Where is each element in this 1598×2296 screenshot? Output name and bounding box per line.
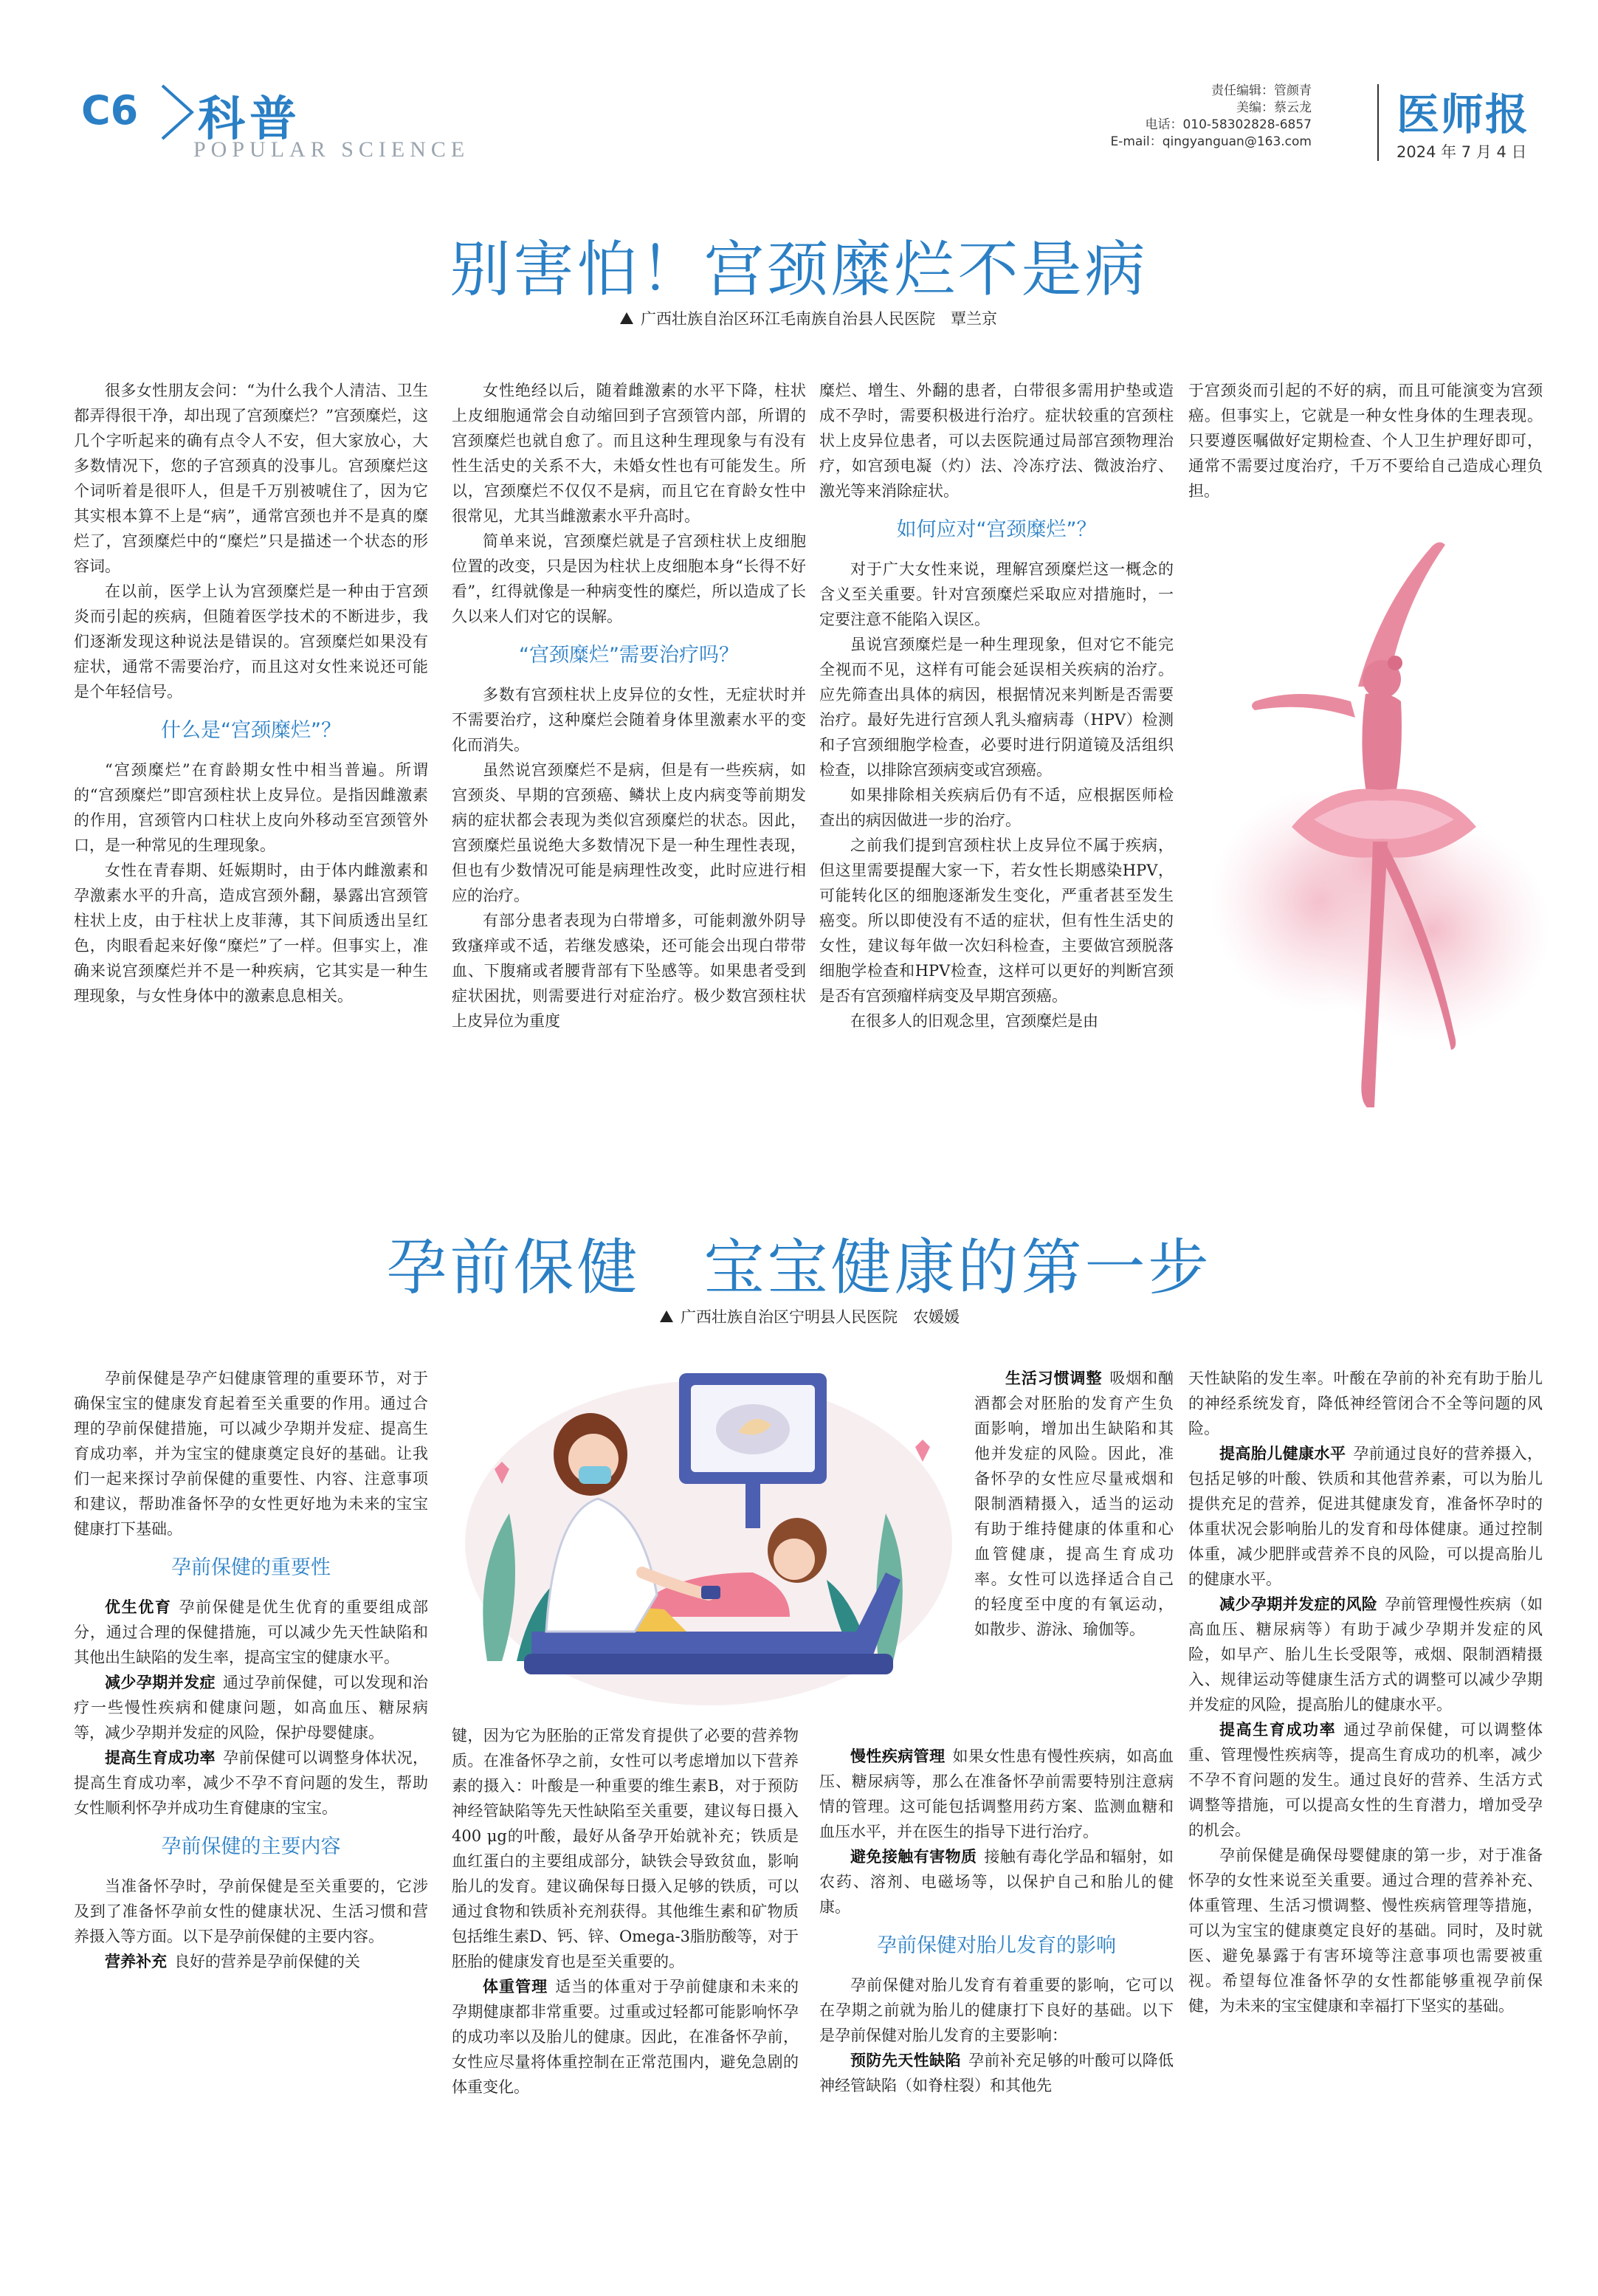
article2-col2 [452, 1723, 799, 2100]
subheading: 孕前保健对胎儿发育的影响 [877, 1934, 1116, 1957]
paragraph: 糜烂、增生、外翻的患者，白带很多需用护垫或造成不孕时，需要积极进行治疗。症状较重的宫颈柱状上皮异位患者，可以去医院通过局部宫颈物理治疗，如宫颈电凝（灼）法、冷冻疗法、微波治疗、激光等来消除症状。 [819, 382, 1174, 500]
article1-col1 [74, 378, 428, 1008]
paragraph: 女性绝经以后，随着雌激素的水平下降，柱状上皮细胞通常会自动缩回到子宫颈管内部，所谓的宫颈糜烂也就自愈了。而且这种生理现象与有没有性生活史的关系不大，未婚女性也有可能发生。所以，宫颈糜烂不仅仅不是病，而且它在育龄女性中很常见，尤其当雌激素水平升高时。 [452, 382, 806, 525]
paragraph: 孕前保健是孕产妇健康管理的重要环节，对于确保宝宝的健康发育起着至关重要的作用。通过合理的孕前保健措施，可以减少孕期并发症、提高生育成功率，并为宝宝的健康奠定良好的基础。让我们一起来探讨孕前保健的重要性、内容、注意事项和建议，帮助准备怀孕的女性更好地为未来的宝宝健康打下基础。 [74, 1369, 428, 1538]
paragraph-text: 孕前通过良好的营养摄入，包括足够的叶酸、铁质和其他营养素，可以为胎儿提供充足的营养，促进其健康发育，准备怀孕时的体重状况会影响胎儿的发育和母体健康。通过控制体重，减少肥胖或营养不良的风险，可以提高胎儿的健康水平。 [1188, 1445, 1543, 1588]
paragraph: 天性缺陷的发生率。叶酸在孕前的补充有助于胎儿的神经系统发育，降低神经管闭合不全等问题的风险。 [1188, 1369, 1543, 1437]
paragraph-text: 如果女性患有慢性疾病，如高血压、糖尿病等，那么在准备怀孕前需要特别注意病情的管理。这可能包括调整用药方案、监测血糖和血压水平，并在医生的指导下进行治疗。 [819, 1747, 1174, 1840]
paragraph-text: 吸烟和酗酒都会对胚胎的发育产生负面影响，增加出生缺陷和其他并发症的风险。因此，准备怀孕的女性应尽量戒烟和限制酒精摄入，适当的运动有助于维持健康的体重和心血管健康，提高生育成功率。女性可以选择适合自己的轻度至中度的有氧运动，如散步、游泳、瑜伽等。 [974, 1369, 1174, 1638]
paragraph-text: 适当的体重对于孕前健康和未来的孕期健康都非常重要。过重或过轻都可能影响怀孕的成功率以及胎儿的健康。因此，在准备怀孕前，女性应尽量将体重控制在正常范围内，避免急剧的体重变化。 [452, 1978, 799, 2096]
article2-col3a [974, 1366, 1174, 1642]
paragraph-text: 良好的营养是孕前保健的关 [174, 1953, 360, 1970]
triangle-icon [620, 312, 633, 324]
paragraph-text: 孕前补充足够的叶酸可以降低神经管缺陷（如脊柱裂）和其他先 [819, 2052, 1174, 2094]
paragraph-text: 通过孕前保健，可以调整体重、管理慢性疾病等，提高生育成功的机率，减少不孕不育问题的发生。通过良好的营养、生活方式调整等措施，可以提高女性的生育潜力，增加受孕的机会。 [1188, 1721, 1543, 1839]
prenatal-ultrasound-illustration [443, 1351, 967, 1720]
editor-line: 责任编辑：管颜青 [1211, 83, 1312, 98]
article1-col2 [452, 378, 806, 1034]
article2-col3b [819, 1744, 1174, 2098]
article1-col4 [1188, 378, 1543, 503]
subheading: 孕前保健的重要性 [171, 1556, 331, 1579]
paragraph: 如果排除相关疾病后仍有不适，应根据医师检查出的病因做进一步的治疗。 [819, 786, 1174, 829]
paragraph: 当准备怀孕时，孕前保健是至关重要的，它涉及到了准备怀孕前女性的健康状况、生活习惯和营养摄入等方面。以下是孕前保健的主要内容。 [74, 1877, 428, 1945]
paragraph [1188, 1717, 1543, 1843]
section-subtitle: POPULAR SCIENCE [193, 137, 470, 162]
paragraph: 在以前，医学上认为宫颈糜烂是一种由于宫颈炎而引起的疾病，但随着医学技术的不断进步，我们逐渐发现这种说法是错误的。宫颈糜烂如果没有症状，通常不需要治疗，而且这对女性来说还可能是个年轻信号。 [74, 582, 428, 701]
paragraph: 简单来说，宫颈糜烂就是子宫颈柱状上皮细胞位置的改变，只是因为柱状上皮细胞本身“长得不好看”，红得就像是一种病变性的糜烂，所以造成了长久以来人们对它的误解。 [452, 532, 806, 625]
paragraph-text: 孕前保健是优生优育的重要组成部分，通过合理的保健措施，可以减少先天性缺陷和其他出生缺陷的发生率，提高宝宝的健康水平。 [74, 1598, 429, 1666]
masthead-divider [1377, 84, 1379, 161]
paragraph-lead: 体重管理 [483, 1978, 548, 1996]
paragraph-lead: 生活习惯调整 [1005, 1369, 1103, 1387]
paragraph-text: 孕前保健可以调整身体状况，提高生育成功率，减少不孕不育问题的发生，帮助女性顺利怀孕并成功生育健康的宝宝。 [74, 1749, 429, 1817]
article2-title: 孕前保健 宝宝健康的第一步 [386, 1233, 1212, 1303]
paragraph: 之前我们提到宫颈柱状上皮异位不属于疾病，但这里需要提醒大家一下，若女性长期感染HPV，可能转化区的细胞逐渐发生变化，严重者甚至发生癌变。所以即使没有不适的症状，但有性生活史的女性，建议每年做一次妇科检查，主要做宫颈脱落细胞学检查和HPV检查，这样可以更好的判断宫颈是否有宫颈瘤样病变及早期宫颈癌。 [819, 836, 1174, 1005]
paragraph: 女性在青春期、妊娠期时，由于体内雌激素和孕激素水平的升高，造成宫颈外翻，暴露出宫颈管柱状上皮，由于柱状上皮菲薄，其下间质透出呈红色，肉眼看起来好像“糜烂”了一样。但事实上，准确来说宫颈糜烂并不是一种疾病，它其实是一种生理现象，与女性身体中的激素息息相关。 [74, 862, 428, 1005]
paragraph-lead: 提高生育成功率 [1219, 1721, 1337, 1739]
paragraph: 键，因为它为胚胎的正常发育提供了必要的营养物质。在准备怀孕之前，女性可以考虑增加以下营养素的摄入：叶酸是一种重要的维生素B，对于预防神经管缺陷等先天性缺陷至关重要，建议每日摄入400 μg的叶酸，最好从备孕开始就补充；铁质是血红蛋白的主要组成部分，缺铁会导致贫血，影响胎儿的发育。建议确保每日摄入足够的铁质，可以通过食物和铁质补充剂获得。其他维生素和矿物质包括维生素D、钙、锌、Omega-3脂肪酸等，对于胚胎的健康发育也是至关重要的。 [452, 1727, 799, 1970]
designer-line: 美编：蔡云龙 [1236, 100, 1312, 115]
paragraph-lead: 减少孕期并发症 [105, 1674, 216, 1691]
paragraph: 多数有宫颈柱状上皮异位的女性，无症状时并不需要治疗，这种糜烂会随着身体里激素水平的变化而消失。 [452, 686, 806, 754]
email-line: E-mail：qingyanguan@163.com [1110, 134, 1312, 149]
paragraph: 很多女性朋友会问：“为什么我个人清洁、卫生都弄得很干净，却出现了宫颈糜烂？”宫颈糜烂，这几个字听起来的确有点令人不安，但大家放心，大多数情况下，您的子宫颈真的没事儿。宫颈糜烂这个词听着是很吓人，但是千万别被唬住了，因为它其实根本算不上是“病”，通常宫颈也并不是真的糜烂了，宫颈糜烂中的“糜烂”只是描述一个状态的形容词。 [74, 382, 428, 575]
paragraph-lead: 预防先天性缺陷 [850, 2052, 961, 2069]
paragraph: 在很多人的旧观念里，宫颈糜烂是由 [850, 1012, 1098, 1030]
page-number: C6 [81, 87, 139, 134]
paragraph-lead: 提高生育成功率 [105, 1749, 216, 1767]
masthead-credits [1046, 83, 1312, 151]
paragraph-text: 通过孕前保健，可以发现和治疗一些慢性疾病和健康问题，如高血压、糖尿病等，减少孕期并发症的风险，保护母婴健康。 [74, 1674, 429, 1742]
paragraph: 对于广大女性来说，理解宫颈糜烂这一概念的含义至关重要。针对宫颈糜烂采取应对措施时，一定要注意不能陷入误区。 [819, 560, 1174, 628]
paragraph [974, 1366, 1174, 1642]
article2-col1 [74, 1366, 428, 1974]
chevron-right-icon [156, 83, 201, 142]
paragraph: 虽然说宫颈糜烂不是病，但是有一些疾病，如宫颈炎、早期的宫颈癌、鳞状上皮内病变等前期发病的症状都会表现为类似宫颈糜烂的状态。因此，宫颈糜烂虽说绝大多数情况下是一种生理性表现，但也有少数情况可能是病理性改变，此时应进行相应的治疗。 [452, 761, 806, 904]
article2-col4 [1188, 1366, 1543, 2018]
paragraph-lead: 减少孕期并发症的风险 [1219, 1595, 1378, 1613]
paragraph [1188, 1592, 1543, 1717]
paragraph: 孕前保健是确保母婴健康的第一步，对于准备怀孕的女性来说至关重要。通过合理的营养补充、体重管理、生活习惯调整、慢性疾病管理等措施，可以为宝宝的健康奠定良好的基础。同时，及时就医、避免暴露于有害环境等注意事项也需要被重视。希望每位准备怀孕的女性都能够重视孕前保健，为未来的宝宝健康和幸福打下坚实的基础。 [1188, 1846, 1543, 2015]
ballerina-illustration [1210, 517, 1557, 1152]
paragraph-lead: 营养补充 [105, 1953, 167, 1970]
paragraph: “宫颈糜烂”在育龄期女性中相当普遍。所谓的“宫颈糜烂”即宫颈柱状上皮异位。是指因雌激素的作用，宫颈管内口柱状上皮向外移动至宫颈管外口，是一种常见的生理现象。 [74, 761, 428, 854]
paragraph [819, 2048, 1174, 2098]
paper-date: 2024 年 7 月 4 日 [1396, 143, 1527, 161]
subheading: 孕前保健的主要内容 [161, 1835, 341, 1858]
section-title: 科普 [198, 92, 301, 147]
article1-col3 [819, 378, 1174, 1034]
article1-byline: 广西壮族自治区环江毛南族自治县人民医院 覃兰京 [620, 307, 997, 329]
paragraph [74, 1595, 428, 1670]
paragraph [452, 1974, 799, 2100]
subheading: 如何应对“宫颈糜烂”？ [896, 518, 1097, 541]
article1-title: 别害怕！宫颈糜烂不是病 [450, 235, 1148, 305]
paragraph [74, 1745, 428, 1821]
paragraph: 虽说宫颈糜烂是一种生理现象，但对它不能完全视而不见，这样有可能会延误相关疾病的治疗。应先筛查出具体的病因，根据情况来判断是否需要治疗。最好先进行宫颈人乳头瘤病毒（HPV）检测和子宫颈细胞学检查，必要时进行阴道镜及活组织检查，以排除宫颈病变或宫颈癌。 [819, 636, 1174, 779]
paragraph [74, 1670, 428, 1745]
paragraph-lead: 优生优育 [105, 1598, 172, 1616]
paragraph-lead: 慢性疾病管理 [850, 1747, 946, 1765]
paragraph-lead: 避免接触有害物质 [850, 1848, 977, 1866]
paragraph: 于宫颈炎而引起的不好的病，而且可能演变为宫颈癌。但事实上，它就是一种女性身体的生理表现。只要遵医嘱做好定期检查、个人卫生护理好即可，通常不需要过度治疗，千万不要给自己造成心理负担。 [1188, 382, 1543, 500]
paragraph-text: 孕前管理慢性疾病（如高血压、糖尿病等）有助于减少孕期并发症的风险，如早产、胎儿生长受限等，戒烟、限制酒精摄入、规律运动等健康生活方式的调整可以减少孕期并发症的风险，提高胎儿的健康水平。 [1188, 1595, 1543, 1714]
subheading: “宫颈糜烂”需要治疗吗？ [519, 644, 739, 667]
paragraph [819, 1844, 1174, 1919]
triangle-icon [660, 1310, 673, 1322]
paragraph-lead: 提高胎儿健康水平 [1219, 1445, 1346, 1463]
paragraph [1188, 1441, 1543, 1592]
article2-byline: 广西壮族自治区宁明县人民医院 农媛媛 [660, 1305, 960, 1327]
paragraph: 孕前保健对胎儿发育有着重要的影响，它可以在孕期之前就为胎儿的健康打下良好的基础。以下是孕前保健对胎儿发育的主要影响： [819, 1976, 1174, 2044]
paragraph-text: 接触有毒化学品和辐射，如农药、溶剂、电磁场等，以保护自己和胎儿的健康。 [819, 1848, 1174, 1916]
phone-line: 电话：010-58302828-6857 [1145, 117, 1312, 132]
paragraph [74, 1949, 428, 1974]
paper-name: 医师报 [1396, 89, 1530, 140]
paragraph [819, 1744, 1174, 1844]
subheading: 什么是“宫颈糜烂”？ [161, 719, 341, 742]
paragraph: 有部分患者表现为白带增多，可能刺激外阴导致瘙痒或不适，若继发感染，还可能会出现白带带血、下腹痛或者腰背部有下坠感等。如果患者受到症状困扰，则需要进行对症治疗。极少数宫颈柱状上皮异位为重度 [452, 912, 806, 1030]
